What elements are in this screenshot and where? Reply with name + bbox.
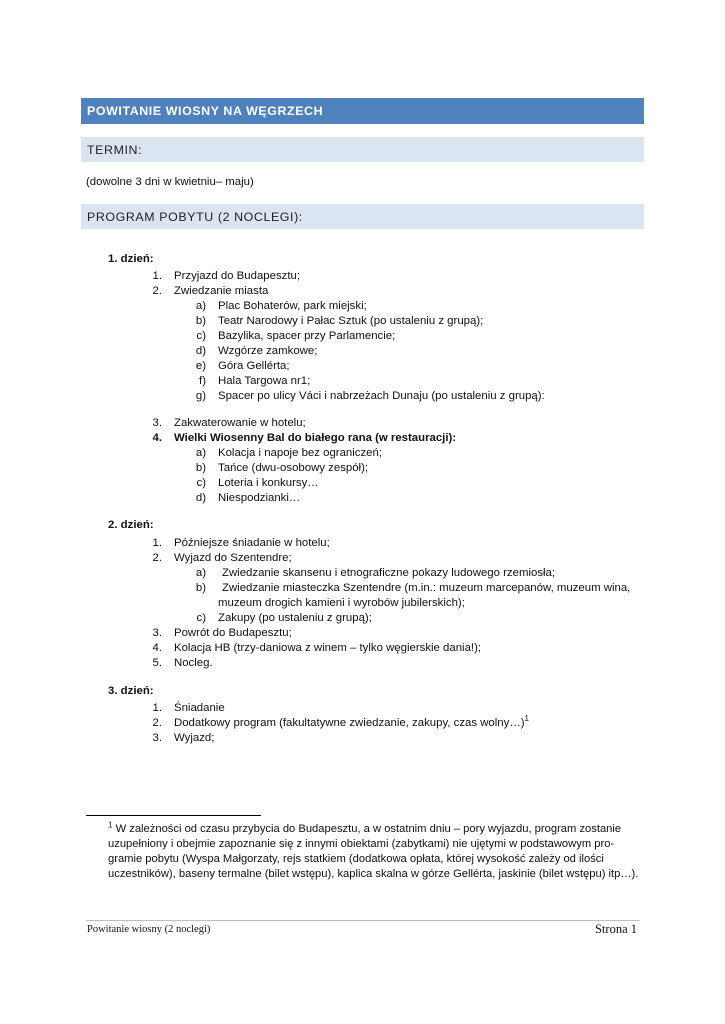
program-heading-bar bbox=[81, 204, 644, 229]
list-item: Kolacja HB (trzy-daniowa z winem – tylko węgierskie dania!); bbox=[174, 642, 482, 654]
footer-document-name: Powitanie wiosny (2 noclegi) bbox=[87, 924, 211, 935]
sub-list-letter: b) bbox=[195, 582, 206, 594]
list-item-text: Dodatkowy program (fakultatywne zwiedzanie, zakupy, czas wolny…) bbox=[174, 717, 525, 729]
sub-list-item: Góra Gellérta; bbox=[218, 360, 290, 372]
footnote-line: uczestników), baseny termalne (bilet wstępu), kaplica skalna w górze Gellérta, jaskinie (bilet wstępu) itp…). bbox=[108, 868, 639, 880]
sub-list-letter: e) bbox=[195, 360, 206, 372]
termin-heading-bar bbox=[81, 137, 644, 162]
sub-list-item: Hala Targowa nr1; bbox=[218, 375, 311, 387]
list-item: Późniejsze śniadanie w hotelu; bbox=[174, 537, 330, 549]
sub-list-item: Niespodzianki… bbox=[218, 492, 301, 504]
sub-list-letter: b) bbox=[195, 462, 206, 474]
sub-list-item: Zwiedzanie miasteczka Szentendre (m.in.: muzeum marcepanów, muzeum wina, bbox=[222, 582, 631, 594]
program-heading: PROGRAM POBYTU (2 NOCLEGI): bbox=[87, 209, 303, 224]
list-item: Nocleg. bbox=[174, 657, 213, 669]
list-number: 3. bbox=[152, 732, 162, 744]
sub-list-letter: a) bbox=[195, 447, 206, 459]
list-number: 1. bbox=[152, 270, 162, 282]
sub-list-letter: a) bbox=[195, 300, 206, 312]
sub-list-letter: b) bbox=[195, 315, 206, 327]
list-number: 4. bbox=[152, 642, 162, 654]
sub-list-letter: c) bbox=[196, 330, 206, 342]
sub-list-letter: a) bbox=[195, 567, 206, 579]
footnote-line: W zależności od czasu przybycia do Budapesztu, a w ostatnim dniu – pory wyjazdu, program zostanie bbox=[115, 823, 622, 835]
list-number: 1. bbox=[152, 702, 162, 714]
sub-list-item: Teatr Narodowy i Pałac Sztuk (po ustaleniu z grupą); bbox=[218, 315, 484, 327]
document-title-bar bbox=[81, 98, 644, 124]
list-number: 2. bbox=[152, 717, 162, 729]
list-item: Śniadanie bbox=[174, 702, 225, 714]
list-number: 1. bbox=[152, 537, 162, 549]
footer-page-number: Strona 1 bbox=[594, 922, 637, 936]
day3-label: 3. dzień: bbox=[108, 685, 154, 697]
list-item: Przyjazd do Budapesztu; bbox=[174, 270, 301, 282]
footnote-separator bbox=[86, 815, 261, 816]
list-item: Zakwaterowanie w hotelu; bbox=[174, 417, 306, 429]
list-number: 3. bbox=[152, 417, 162, 429]
list-number: 2. bbox=[152, 285, 162, 297]
sub-list-item: Loteria i konkursy… bbox=[218, 477, 319, 489]
sub-list-letter: f) bbox=[199, 375, 206, 387]
footer-separator bbox=[86, 920, 640, 921]
day1-label: 1. dzień: bbox=[108, 253, 154, 265]
sub-list-item: Spacer po ulicy Váci i nabrzeżach Dunaju (po ustaleniu z grupą): bbox=[218, 390, 545, 402]
sub-list-letter: g) bbox=[195, 390, 206, 402]
sub-list-item: Plac Bohaterów, park miejski; bbox=[218, 300, 367, 312]
list-item: Wielki Wiosenny Bal do białego rana (w restauracji): bbox=[174, 432, 457, 444]
sub-list-letter: c) bbox=[196, 477, 206, 489]
sub-list-item: Zwiedzanie skansenu i etnograficzne pokazy ludowego rzemiosła; bbox=[222, 567, 556, 579]
list-item: Wyjazd do Szentendre; bbox=[174, 552, 292, 564]
sub-list-item: Wzgórze zamkowe; bbox=[218, 345, 318, 357]
list-item: Wyjazd; bbox=[174, 732, 215, 744]
termin-heading: TERMIN: bbox=[87, 142, 143, 157]
termin-value: (dowolne 3 dni w kwietniu– maju) bbox=[86, 176, 254, 188]
list-number: 3. bbox=[152, 627, 162, 639]
sub-list-letter: c) bbox=[196, 612, 206, 624]
sub-list-item-continuation: muzeum drogich kamieni i wyrobów jubilerskich); bbox=[218, 597, 465, 609]
sub-list-letter: d) bbox=[195, 345, 206, 357]
sub-list-item: Kolacja i napoje bez ograniczeń; bbox=[218, 447, 383, 459]
list-item: Zwiedzanie miasta bbox=[174, 285, 269, 297]
footnote-line: gramie pobytu (Wyspa Małgorzaty, rejs statkiem (dodatkowa opłata, której wysokość zależy od ilości bbox=[108, 853, 604, 865]
sub-list-item: Bazylika, spacer przy Parlamencie; bbox=[218, 330, 396, 342]
footnote-reference[interactable]: 1 bbox=[524, 714, 529, 724]
sub-list-item: Zakupy (po ustaleniu z grupą); bbox=[218, 612, 372, 624]
document-title: POWITANIE WIOSNY NA WĘGRZECH bbox=[87, 104, 324, 118]
list-number: 2. bbox=[152, 552, 162, 564]
sub-list-item: Tańce (dwu-osobowy zespół); bbox=[218, 462, 369, 474]
day2-label: 2. dzień: bbox=[108, 519, 154, 531]
list-item bbox=[174, 716, 529, 731]
footnote-line: uzupełniony i obejmie zapoznanie się z innymi obiektami (zabytkami) nie ujętymi w podstawowym pro- bbox=[108, 838, 615, 850]
sub-list-letter: d) bbox=[195, 492, 206, 504]
list-number: 4. bbox=[152, 432, 162, 444]
footnote-marker: 1 bbox=[108, 820, 113, 830]
list-item: Powrót do Budapesztu; bbox=[174, 627, 292, 639]
list-number: 5. bbox=[152, 657, 162, 669]
